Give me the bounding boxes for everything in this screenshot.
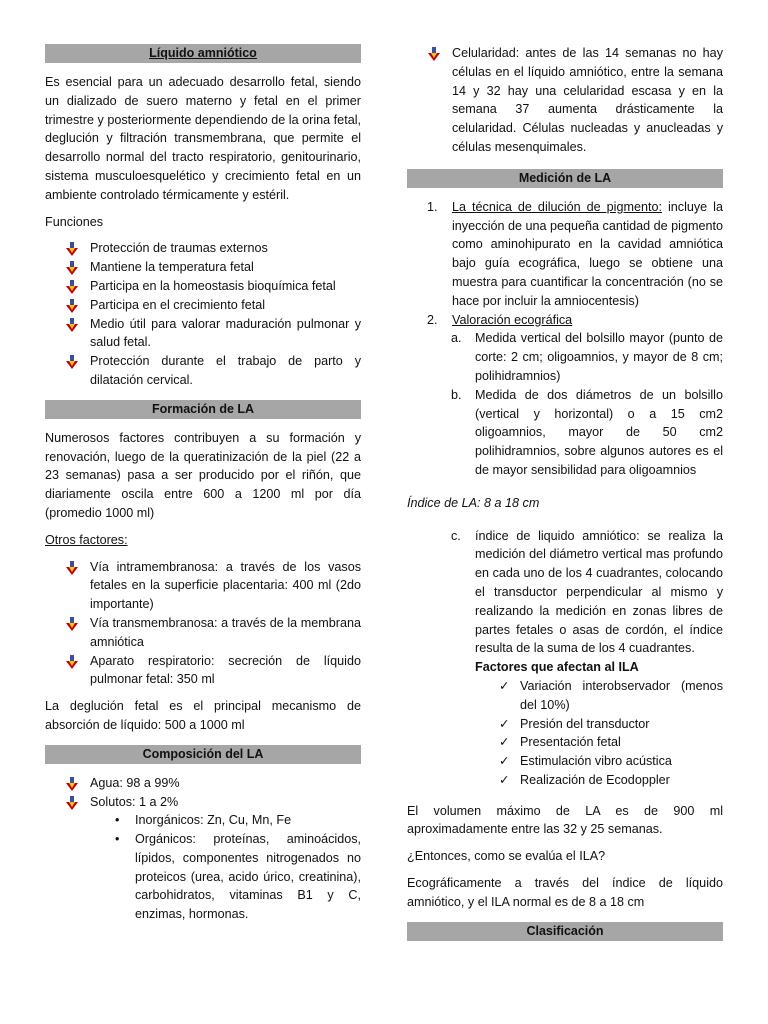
check-icon: ✓ bbox=[499, 678, 510, 693]
list-item: Vía transmembranosa: a través de la membrana amniótica bbox=[45, 614, 361, 652]
section-header-liquido-amniotico: Líquido amniótico bbox=[45, 44, 361, 63]
valoracion-sublist-c bbox=[407, 527, 723, 659]
right-column bbox=[407, 44, 723, 951]
intro-paragraph: Es esencial para un adecuado desarrollo fetal, siendo un dializado de suero materno y fetal en el primer trimestre y posteriormente dependiendo de la orina fetal, deglución y filtración transmembrana, que permite el desarrollo normal del tracto respiratorio, genitourinario, sistema musculoesquelético y crecimiento fetal en un ambiente controlado térmicamente y estéril. bbox=[45, 75, 361, 202]
check-icon: ✓ bbox=[499, 716, 510, 731]
deglucion-paragraph: La deglución fetal es el principal mecanismo de absorción de líquido: 500 a 1000 ml bbox=[45, 699, 361, 732]
valoracion-sublist bbox=[407, 329, 723, 479]
arrow-down-icon bbox=[66, 299, 78, 313]
factores-label: Factores que afectan al ILA bbox=[475, 660, 639, 675]
arrow-down-icon bbox=[66, 242, 78, 256]
pregunta-paragraph: ¿Entonces, como se evalúa el ILA? bbox=[407, 849, 606, 864]
arrow-down-icon bbox=[66, 617, 78, 631]
arrow-down-icon bbox=[428, 47, 440, 61]
arrow-down-icon bbox=[66, 777, 78, 791]
left-column bbox=[45, 44, 361, 924]
section-header-clasificacion: Clasificación bbox=[407, 922, 723, 941]
bullet-dot-icon: • bbox=[115, 813, 120, 828]
indice-la-note: Índice de LA: 8 a 18 cm bbox=[407, 495, 540, 510]
list-item: Aparato respiratorio: secreción de líquido pulmonar fetal: 350 ml bbox=[45, 652, 361, 690]
arrow-down-icon bbox=[66, 655, 78, 669]
list-item: Participa en la homeostasis bioquímica fetal bbox=[45, 277, 361, 296]
list-item: Agua: 98 a 99% bbox=[45, 774, 361, 793]
ecografica-paragraph: Ecográficamente a través del índice de líquido amniótico, y el ILA normal es de 8 a 18 cm bbox=[407, 876, 723, 909]
celularidad-list bbox=[407, 44, 723, 157]
arrow-down-icon bbox=[66, 280, 78, 294]
section-header-formacion: Formación de LA bbox=[45, 400, 361, 419]
otros-factores-list bbox=[45, 558, 361, 690]
arrow-down-icon bbox=[66, 796, 78, 810]
list-item: Vía intramembranosa: a través de los vasos fetales en la superficie placentaria: 400 ml (2do importante) bbox=[45, 558, 361, 614]
list-item: • Orgánicos: proteínas, aminoácidos, lípidos, componentes nitrogenados no proteicos (urea, acido úrico, creatinina), carbohidratos, vitaminas B1 y C, enzimas, hormonas. bbox=[115, 832, 361, 922]
funciones-label: Funciones bbox=[45, 214, 104, 229]
list-item: Mantiene la temperatura fetal bbox=[45, 258, 361, 277]
list-item: a. Medida vertical del bolsillo mayor (punto de corte: 2 cm; oligoamnios, y mayor de 8 cm; polihidramnios) bbox=[451, 331, 723, 383]
list-item: ✓ Presentación fetal bbox=[407, 733, 723, 752]
list-item: ✓ Estimulación vibro acústica bbox=[407, 752, 723, 771]
check-icon: ✓ bbox=[499, 754, 510, 769]
list-item: Solutos: 1 a 2% bbox=[45, 793, 361, 812]
check-icon: ✓ bbox=[499, 735, 510, 750]
section-header-medicion: Medición de LA bbox=[407, 169, 723, 188]
otros-factores-label: Otros factores: bbox=[45, 532, 128, 547]
arrow-down-icon bbox=[66, 318, 78, 332]
list-item: Celularidad: antes de las 14 semanas no hay células en el líquido amniótico, entre la semana 14 y 32 hay una celularidad escasa y en la semana 37 aumenta drásticamente la celularidad. Células nucleadas y anucleadas y células mesenquimales. bbox=[407, 44, 723, 157]
composicion-list bbox=[45, 774, 361, 812]
list-item: ✓ Variación interobservador (menos del 10%) bbox=[499, 678, 723, 712]
list-item: Participa en el crecimiento fetal bbox=[45, 296, 361, 315]
medicion-list bbox=[407, 198, 723, 330]
list-item: b. Medida de dos diámetros de un bolsillo (vertical y horizontal) o a 15 cm2 oligoamnios, mayor de 50 cm2 polihidramnios, sobre algunos autores es el de mayor sensibilidad para oligoamnios bbox=[451, 387, 723, 477]
list-item: Protección durante el trabajo de parto y dilatación cervical. bbox=[45, 352, 361, 390]
list-item: ✓ Realización de Ecodoppler bbox=[407, 771, 723, 790]
solutos-list bbox=[45, 811, 361, 924]
list-item: Protección de traumas externos bbox=[45, 239, 361, 258]
volumen-paragraph: El volumen máximo de LA es de 900 ml aproximadamente entre las 32 y 25 semanas. bbox=[407, 803, 723, 837]
arrow-down-icon bbox=[66, 261, 78, 275]
list-item: 1. La técnica de dilución de pigmento: incluye la inyección de una pequeña cantidad de pigmento como aminohipurato en la cavidad amniótica bajo guía ecográfica, luego se obtiene una muestra para cuantificar la concentración (no se hace por incluir la amniocentesis) bbox=[427, 199, 723, 308]
list-item: ✓ Presión del transductor bbox=[407, 715, 723, 734]
list-item: 2. Valoración ecográfica bbox=[427, 312, 573, 327]
check-icon: ✓ bbox=[499, 772, 510, 787]
formacion-paragraph: Numerosos factores contribuyen a su formación y renovación, luego de la queratinización de la piel (22 a 23 semanas) pasa a ser producido por el riñón, que diariamente oscila entre 600 a 1200 ml por día (promedio 1000 ml) bbox=[45, 430, 361, 520]
arrow-down-icon bbox=[66, 355, 78, 369]
section-header-composicion: Composición del LA bbox=[45, 745, 361, 764]
list-item: Medio útil para valorar maduración pulmonar y salud fetal. bbox=[45, 315, 361, 353]
list-item: c. índice de liquido amniótico: se realiza la medición del diámetro vertical mas profundo en cada uno de los 4 cuadrantes, colocando el transductor perpendicular al mismo y realizando la medición en zonas libres de partes fetales o asas de cordón, el índice resulta de la suma de los 4 cuadrantes. bbox=[451, 528, 723, 656]
bullet-dot-icon: • bbox=[115, 832, 120, 847]
list-item: • Inorgánicos: Zn, Cu, Mn, Fe bbox=[45, 811, 361, 830]
factores-list bbox=[407, 677, 723, 790]
funciones-list bbox=[45, 239, 361, 389]
arrow-down-icon bbox=[66, 561, 78, 575]
